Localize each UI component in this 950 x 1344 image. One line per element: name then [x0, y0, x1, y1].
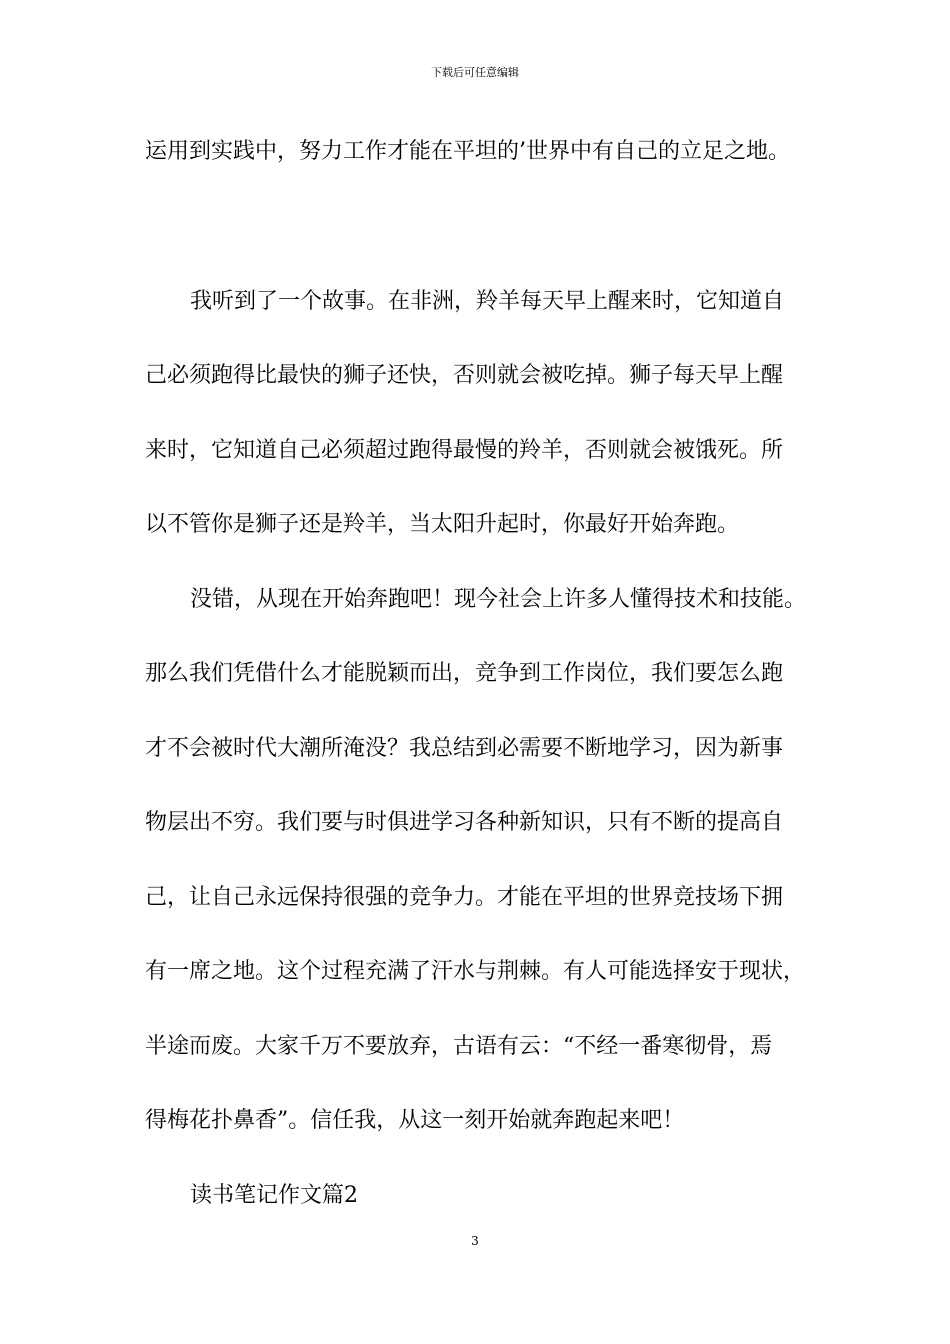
- paragraph-first-line: 没错，从现在开始奔跑吧！现今社会上许多人懂得技术和技能。: [190, 587, 807, 612]
- body-line: 有一席之地。这个过程充满了汗水与荆棘。有人可能选择安于现状，: [145, 959, 806, 984]
- body-line: 己必须跑得比最快的狮子还快，否则就会被吃掉。狮子每天早上醒: [145, 363, 784, 388]
- body-line: 运用到实践中，努力工作才能在平坦的’世界中有自己的立足之地。: [145, 139, 790, 164]
- body-line: 才不会被时代大潮所淹没？我总结到必需要不断地学习，因为新事: [145, 736, 784, 761]
- page-header: 下载后可任意编辑: [431, 66, 519, 79]
- body-line: 半途而废。大家千万不要放弃，古语有云：“不经一番寒彻骨，焉: [145, 1034, 773, 1059]
- body-line: 己，让自己永远保持很强的竞争力。才能在平坦的世界竞技场下拥: [145, 885, 784, 910]
- body-line: 来时，它知道自己必须超过跑得最慢的羚羊，否则就会被饿死。所: [145, 438, 784, 463]
- section-heading: 读书笔记作文篇2: [190, 1183, 358, 1208]
- body-line: 物层出不穷。我们要与时俱进学习各种新知识，只有不断的提高自: [145, 810, 784, 835]
- body-line: 以不管你是狮子还是羚羊，当太阳升起时，你最好开始奔跑。: [145, 512, 740, 537]
- paragraph-first-line: 我听到了一个故事。在非洲，羚羊每天早上醒来时，它知道自: [190, 289, 785, 314]
- body-line: 那么我们凭借什么才能脱颖而出，竞争到工作岗位，我们要怎么跑: [145, 661, 784, 686]
- page-number: 3: [471, 1234, 479, 1248]
- body-line: 得梅花扑鼻香”。信任我，从这一刻开始就奔跑起来吧！: [145, 1108, 685, 1133]
